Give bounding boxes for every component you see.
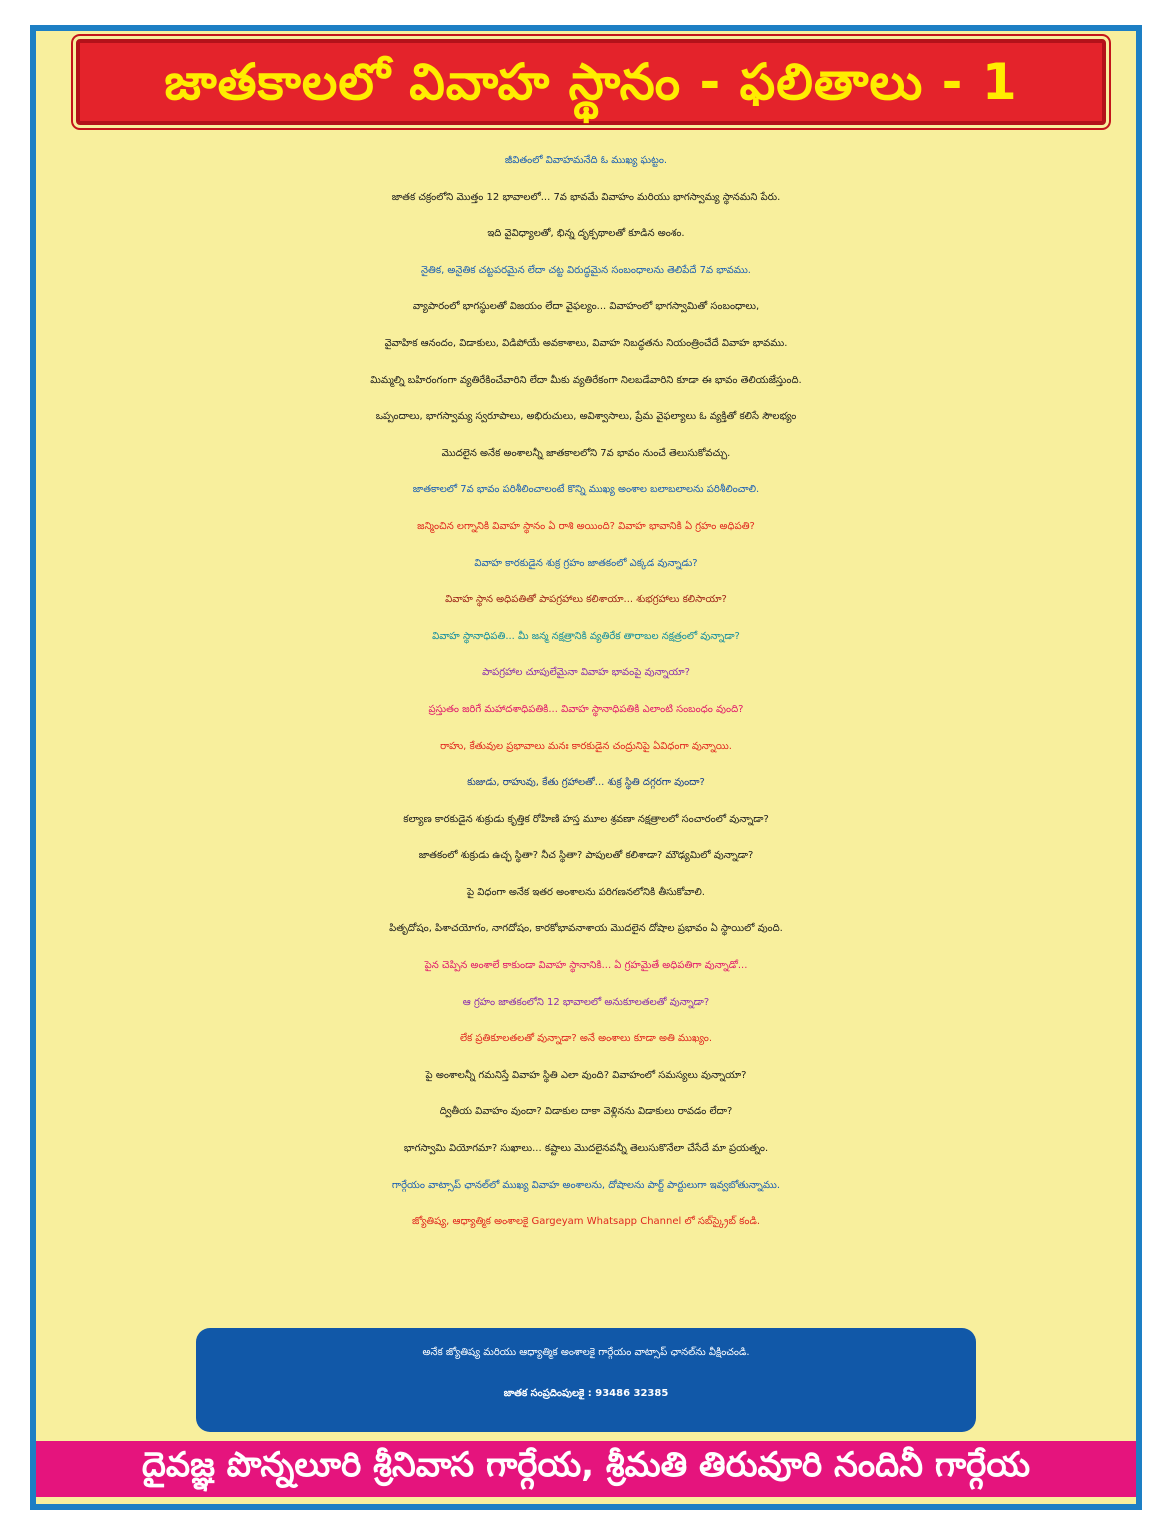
text-line: పైన చెప్పిన అంశాలే కాకుండా వివాహ స్థానానికి... ఏ గ్రహమైతే అధిపతిగా వున్నాడో... (424, 960, 748, 972)
contact-box (196, 1328, 976, 1432)
contact-label: జాతక సంప్రదింపులకై : (503, 1388, 592, 1399)
text-line: నైతిక, అనైతిక చట్టపరమైన లేదా చట్ట విరుద్ధమైన సంబంధాలను తెలిపేదే 7వ భావము. (421, 264, 751, 276)
text-line: వివాహ కారకుడైన శుక్ర గ్రహం జాతకంలో ఎక్కడ వున్నాడు? (474, 557, 698, 569)
text-line: జ్యోతిష్య, ఆధ్యాత్మిక అంశాలకై Gargeyam Whatsapp Channel లో సబ్‌స్క్రైబ్ కండి. (411, 1216, 761, 1228)
text-line: ద్వితీయ వివాహం వుందా? విడాకుల దాకా వెళ్లినను విడాకులు రావడం లేదా? (439, 1106, 733, 1118)
text-line: పై విధంగా అనేక ఇతర అంశాలను పరిగణనలోనికి తీసుకోవాలి. (467, 886, 705, 898)
text-line: జాతకాలలో 7వ భావం పరిశీలించాలంటే కొన్ని ముఖ్య అంశాల బలాబలాలను పరిశీలించాలి. (412, 484, 760, 496)
text-line: పై అంశాలన్నీ గమనిస్తే వివాహ స్థితి ఎలా వుంది? వివాహంలో సమస్యలు వున్నాయా? (425, 1069, 747, 1081)
text-line: ఒప్పందాలు, భాగస్వామ్య స్వరూపాలు, అభిరుచులు, అవిశ్వాసాలు, ప్రేమ వైఫల్యాలు ఓ వ్యక్తితో కలిసే సౌలభ్యం (375, 411, 797, 423)
text-line: జీవితంలో వివాహమనేది ఓ ముఖ్య ఘట్టం. (504, 155, 668, 166)
article-body (36, 143, 1136, 1241)
contact-subtitle: అనేక జ్యోతిష్య మరియు ఆధ్యాత్మిక అంశాలకై గార్గేయం వాట్సాప్ ఛానల్‌ను వీక్షించండి. (422, 1347, 750, 1358)
text-line: కల్యాణ కారకుడైన శుక్రుడు కృత్తిక రోహిణి హస్త మూల శ్రవణా నక్షత్రాలలో సంచారంలో వున్నాడా? (403, 813, 769, 825)
text-line: పితృదోషం, పిశాచయోగం, నాగదోషం, కారకోభావనాశాయ మొదలైన దోషాల ప్రభావం ఏ స్థాయిలో వుంది. (389, 923, 783, 935)
text-line: భాగస్వామి వియోగమా? సుఖాలు... కష్టాలు మొదలైనవన్నీ తెలుసుకొనేలా చేసేదే మా ప్రయత్నం. (403, 1143, 769, 1155)
text-line: మొదలైన అనేక అంశాలన్నీ జాతకాలలోని 7వ భావం నుంచే తెలుసుకోవచ్చు. (441, 447, 731, 459)
contact-line (196, 1366, 976, 1422)
text-line: కుజుడు, రాహువు, కేతు గ్రహాలతో... శుక్ర స్థితి దగ్గరగా వుందా? (467, 777, 705, 789)
text-line: జాతక చక్రంలోని మొత్తం 12 భావాలలో... 7వ భావమే వివాహం మరియు భాగస్వామ్య స్థానమని పేరు. (391, 191, 781, 203)
page-title: జాతకాలలో వివాహ స్థానం - ఫలితాలు - 1 (164, 53, 1018, 111)
text-line: ప్రస్తుతం జరిగే మహాదశాధిపతికి... వివాహ స్థానాధిపతికి ఎలాంటి సంబంధం వుంది? (428, 703, 744, 715)
text-line: పాపగ్రహాల చూపులేమైనా వివాహ భావంపై వున్నాయా? (482, 667, 690, 679)
text-line: వివాహ స్థానాధిపతి... మీ జన్మ నక్షత్రానికి వ్యతిరేక తారాబల నక్షత్రంలో వున్నాడా? (432, 630, 740, 642)
footer-banner (36, 1441, 1136, 1497)
poster-frame (30, 25, 1142, 1510)
title-banner (76, 39, 1106, 125)
text-line: రాహు, కేతువుల ప్రభావాలు మనః కారకుడైన చంద్రునిపై ఏవిధంగా వున్నాయి. (440, 740, 732, 752)
text-line: జన్మించిన లగ్నానికి వివాహ స్థానం ఏ రాశి అయింది? వివాహ భావానికి ఏ గ్రహం అధిపతి? (417, 520, 755, 532)
text-line: జాతకంలో శుక్రుడు ఉచ్ఛ స్థితా? నీచ స్థితా? పాపులతో కలిశాడా? మౌఢ్యమిలో వున్నాడా? (418, 850, 754, 862)
text-line: గార్గేయం వాట్సాప్ ఛానల్‌లో ముఖ్య వివాహ అంశాలను, దోషాలను పార్ట్ పార్టులుగా ఇవ్వబోతున్నాము. (391, 1179, 781, 1191)
text-line: మిమ్మల్ని బహిరంగంగా వ్యతిరేకించేవారిని లేదా మీకు వ్యతిరేకంగా నిలబడేవారిని కూడా ఈ భావం తెలియజేస్తుంది. (370, 374, 802, 386)
authors-line: దైవజ్ఞ పొన్నలూరి శ్రీనివాస గార్గేయ, శ్రీమతి తిరువూరి నందినీ గార్గేయ (141, 1445, 1031, 1485)
text-line: లేక ప్రతికూలతలతో వున్నాడా? అనే అంశాలు కూడా అతి ముఖ్యం. (459, 1033, 713, 1045)
text-line: ఇది వైవిధ్యాలతో, భిన్న దృక్పథాలతో కూడిన అంశం. (487, 228, 685, 240)
text-line: వివాహ స్థాన అధిపతితో పాపగ్రహాలు కలిశాయా... శుభగ్రహాలు కలిసాయా? (445, 594, 727, 606)
text-line: వ్యాపారంలో భాగస్థులతో విజయం లేదా వైఫల్యం... వివాహంలో భాగస్వామితో సంబంధాలు, (412, 301, 760, 313)
text-line: ఆ గ్రహం జాతకంలోని 12 భావాలలో అనుకూలతలతో వున్నాడా? (462, 996, 710, 1008)
text-line: వైవాహిక ఆనందం, విడాకులు, విడిపోయే అవకాశాలు, వివాహ నిబద్ధతను నియంత్రించేదే వివాహ భావము. (384, 337, 788, 349)
contact-phone[interactable]: 93486 32385 (595, 1388, 669, 1399)
